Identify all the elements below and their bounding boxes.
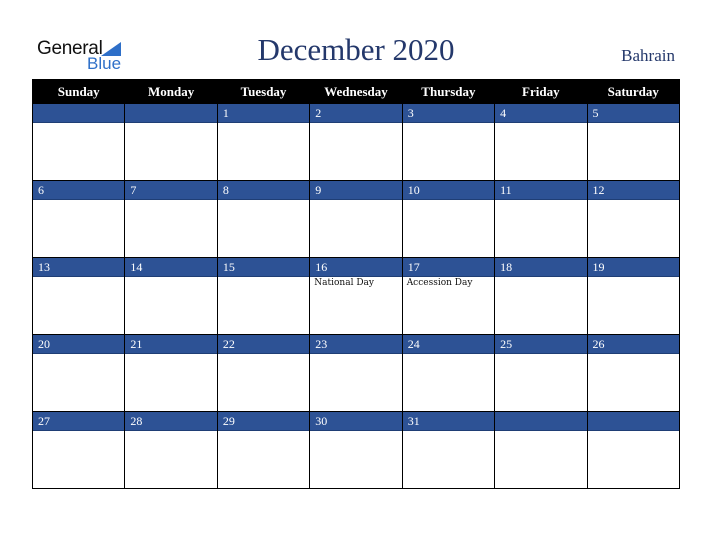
day-number: 18 (495, 258, 586, 277)
day-cell[interactable] (125, 335, 217, 412)
weekday-header: Wednesday (310, 80, 402, 104)
week-row (33, 181, 680, 258)
holiday-label (218, 277, 309, 278)
day-number: 3 (403, 104, 494, 123)
day-number: 22 (218, 335, 309, 354)
day-number: 11 (495, 181, 586, 200)
day-cell[interactable] (125, 412, 217, 489)
day-number: 29 (218, 412, 309, 431)
day-number: 4 (495, 104, 586, 123)
day-cell[interactable] (217, 412, 309, 489)
holiday-label (218, 354, 309, 355)
calendar-grid (32, 79, 680, 489)
day-cell[interactable] (402, 181, 494, 258)
day-cell[interactable] (587, 181, 679, 258)
holiday-label (310, 200, 401, 201)
holiday-label (33, 354, 124, 355)
week-row (33, 335, 680, 412)
day-number: 10 (403, 181, 494, 200)
day-cell[interactable] (587, 412, 679, 489)
holiday-label (588, 277, 679, 278)
week-row (33, 412, 680, 489)
holiday-label (33, 431, 124, 432)
weekday-header: Saturday (587, 80, 679, 104)
day-cell[interactable] (217, 104, 309, 181)
day-cell[interactable] (402, 104, 494, 181)
day-cell[interactable] (310, 181, 402, 258)
weekday-header: Tuesday (217, 80, 309, 104)
holiday-label (495, 200, 586, 201)
weekday-header: Monday (125, 80, 217, 104)
day-number: 12 (588, 181, 679, 200)
day-cell[interactable] (402, 258, 494, 335)
day-cell[interactable] (125, 258, 217, 335)
day-number: 23 (310, 335, 401, 354)
weekday-header: Sunday (33, 80, 125, 104)
holiday-label (588, 123, 679, 124)
day-number: 19 (588, 258, 679, 277)
holiday-label: National Day (314, 278, 374, 288)
day-cell[interactable] (217, 335, 309, 412)
day-number: 26 (588, 335, 679, 354)
day-cell[interactable] (587, 335, 679, 412)
day-cell[interactable] (310, 104, 402, 181)
day-number: 5 (588, 104, 679, 123)
holiday-label (495, 354, 586, 355)
day-number (588, 412, 679, 431)
day-number: 13 (33, 258, 124, 277)
day-cell[interactable] (587, 258, 679, 335)
holiday-label (403, 354, 494, 355)
holiday-label (33, 200, 124, 201)
holiday-label (495, 277, 586, 278)
holiday-label (125, 123, 216, 124)
day-number: 7 (125, 181, 216, 200)
day-number: 1 (218, 104, 309, 123)
day-cell[interactable] (217, 258, 309, 335)
day-cell[interactable] (125, 181, 217, 258)
day-number: 17 (403, 258, 494, 277)
day-number: 16 (310, 258, 401, 277)
logo-blue-text: Blue (87, 54, 122, 73)
day-number: 15 (218, 258, 309, 277)
day-number: 9 (310, 181, 401, 200)
holiday-label (588, 200, 679, 201)
day-number: 24 (403, 335, 494, 354)
day-number: 30 (310, 412, 401, 431)
day-cell[interactable] (495, 258, 587, 335)
holiday-label (125, 200, 216, 201)
day-number: 28 (125, 412, 216, 431)
holiday-label (125, 431, 216, 432)
day-cell[interactable] (310, 335, 402, 412)
day-cell[interactable] (33, 335, 125, 412)
day-number: 20 (33, 335, 124, 354)
weekday-header-row (33, 80, 680, 104)
day-cell[interactable] (402, 335, 494, 412)
holiday-label (495, 431, 586, 432)
page-title: December 2020 (257, 32, 455, 67)
day-number: 6 (33, 181, 124, 200)
logo-general-text: General (37, 38, 103, 59)
holiday-label (218, 200, 309, 201)
week-row (33, 258, 680, 335)
holiday-label (588, 354, 679, 355)
day-number: 25 (495, 335, 586, 354)
day-cell[interactable] (495, 104, 587, 181)
day-number: 31 (403, 412, 494, 431)
holiday-label (218, 431, 309, 432)
day-cell[interactable] (310, 412, 402, 489)
day-cell[interactable] (33, 258, 125, 335)
day-cell[interactable] (33, 104, 125, 181)
day-cell[interactable] (310, 258, 402, 335)
week-row (33, 104, 680, 181)
holiday-label (403, 200, 494, 201)
day-number: 27 (33, 412, 124, 431)
holiday-label (218, 123, 309, 124)
day-number: 8 (218, 181, 309, 200)
holiday-label (310, 123, 401, 124)
day-cell[interactable] (125, 104, 217, 181)
day-number: 2 (310, 104, 401, 123)
day-number (33, 104, 124, 123)
weekday-header: Thursday (402, 80, 494, 104)
day-cell[interactable] (33, 181, 125, 258)
day-number: 14 (125, 258, 216, 277)
day-number (125, 104, 216, 123)
holiday-label: Accession Day (406, 278, 473, 288)
holiday-label (403, 431, 494, 432)
day-cell[interactable] (495, 335, 587, 412)
country-label: Bahrain (621, 46, 675, 65)
day-cell[interactable] (495, 412, 587, 489)
holiday-label (125, 277, 216, 278)
day-cell[interactable] (402, 412, 494, 489)
day-cell[interactable] (217, 181, 309, 258)
day-cell[interactable] (587, 104, 679, 181)
holiday-label (495, 123, 586, 124)
day-number: 21 (125, 335, 216, 354)
day-number (495, 412, 586, 431)
holiday-label (33, 123, 124, 124)
day-cell[interactable] (495, 181, 587, 258)
holiday-label (310, 354, 401, 355)
holiday-label (310, 431, 401, 432)
holiday-label (403, 123, 494, 124)
holiday-label (588, 431, 679, 432)
weekday-header: Friday (495, 80, 587, 104)
day-cell[interactable] (33, 412, 125, 489)
holiday-label (33, 277, 124, 278)
holiday-label (125, 354, 216, 355)
